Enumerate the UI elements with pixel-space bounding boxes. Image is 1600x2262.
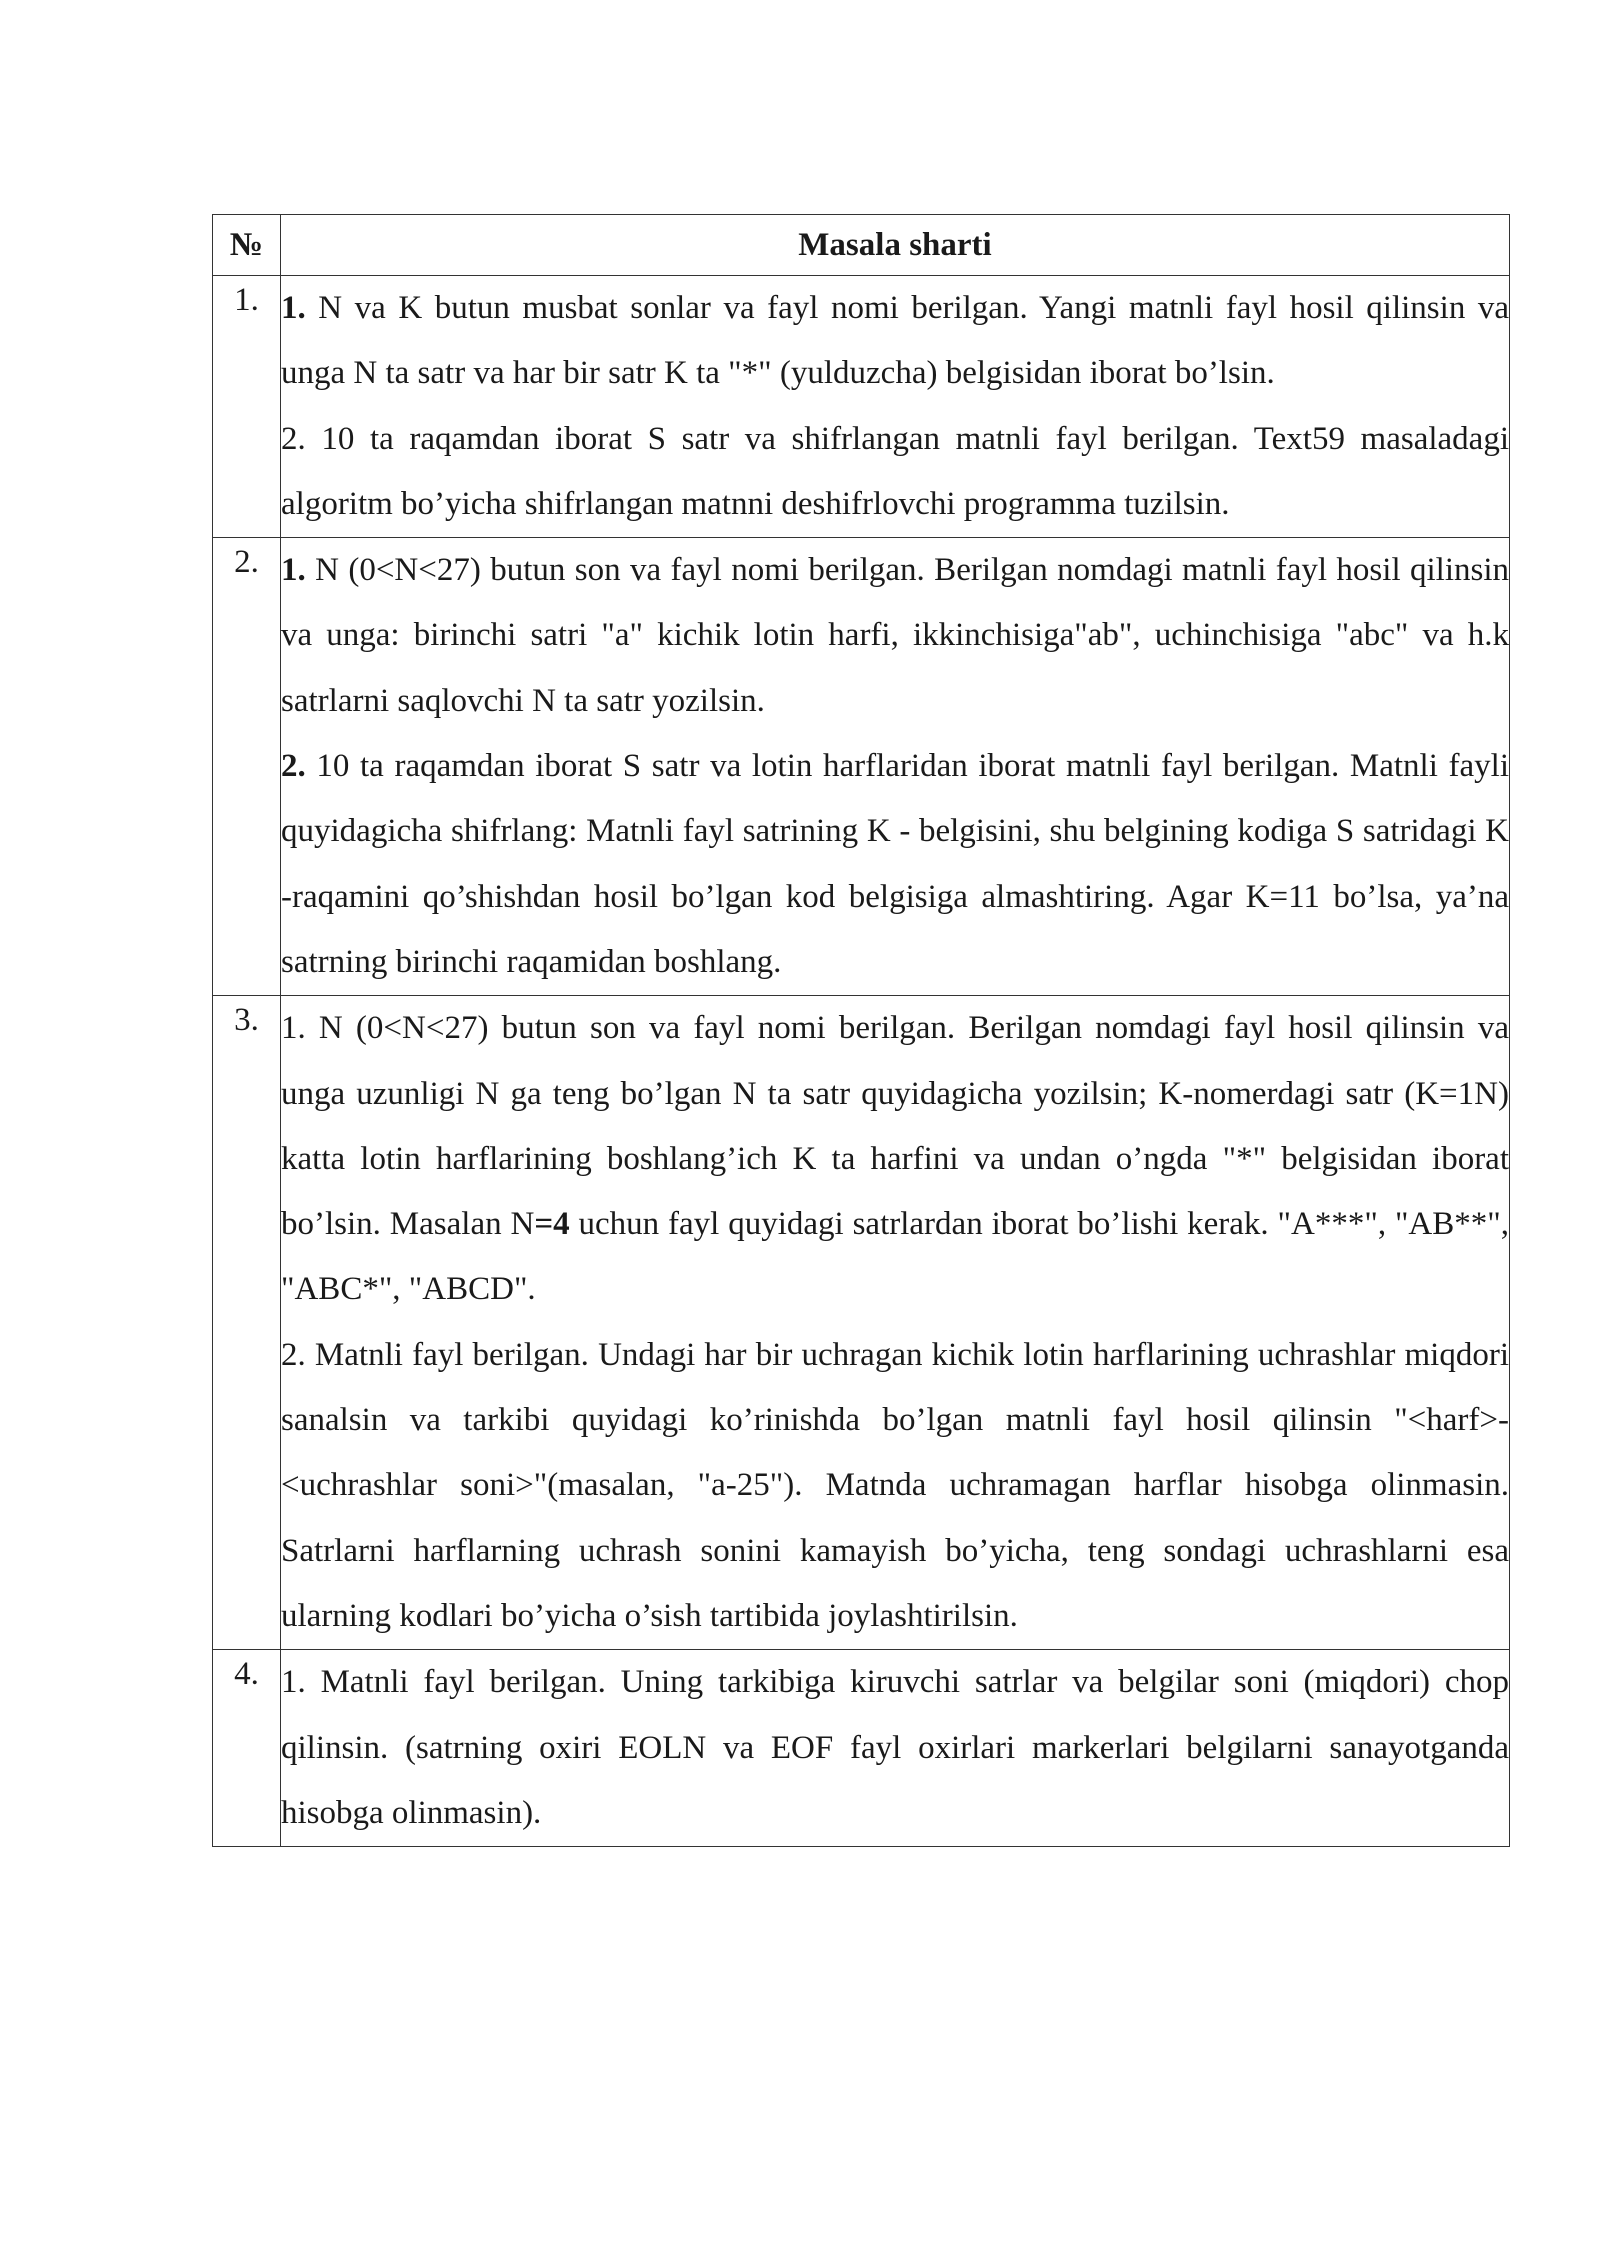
- row-number: 3.: [213, 996, 281, 1650]
- row-number: 2.: [213, 538, 281, 996]
- table-row: [213, 996, 1510, 1650]
- task-lead: 2.: [281, 420, 306, 457]
- row-number: 1.: [213, 276, 281, 538]
- task-lead: 1.: [281, 290, 306, 326]
- table-row: [213, 1650, 1510, 1847]
- table-header-row: [213, 215, 1510, 276]
- task-paragraph: [281, 276, 1509, 407]
- row-conditions: [281, 996, 1510, 1650]
- task-paragraph: [281, 1323, 1509, 1649]
- row-number: 4.: [213, 1650, 281, 1847]
- task-text: 10 ta raqamdan iborat S satr va shifrlangan matnli fayl berilgan. Text59 masaladagi algoritm bo’yicha shifrlangan matnni deshifrlovchi programma tuzilsin.: [281, 420, 1509, 522]
- task-text: uchun fayl quyidagi satrlardan iborat bo’lishi kerak. "A***", "AB**", "ABC*", "ABCD".: [281, 1206, 1509, 1308]
- task-text: N (0<N<27) butun son va fayl nomi berilgan. Berilgan nomdagi fayl hosil qilinsin va unga uzunligi N ga teng bo’lgan N ta satr quyidagicha yozilsin; K-nomerdagi satr (K=1N) katta lotin harflarining boshlang’ich K ta harfini va undan o’ngda "*" belgisidan iborat bo’lsin. Masalan N: [281, 1010, 1509, 1243]
- task-bold-value: =4: [534, 1206, 570, 1243]
- task-lead: 1.: [281, 1010, 306, 1047]
- task-text: N (0<N<27) butun son va fayl nomi berilgan. Berilgan nomdagi matnli fayl hosil qilinsin va unga: birinchi satri "a" kichik lotin harfi, ikkinchisiga"ab", uchinchisiga "abc" va h.k satrlarni saqlovchi N ta satr yozilsin.: [281, 552, 1509, 719]
- task-lead: 2.: [281, 748, 306, 785]
- table-row: [213, 538, 1510, 996]
- column-header-condition: Masala sharti: [281, 215, 1510, 276]
- task-text: Matnli fayl berilgan. Uning tarkibiga kiruvchi satrlar va belgilar soni (miqdori) chop qilinsin. (satrning oxiri EOLN va EOF fayl oxirlari markerlari belgilarni sanayotganda hisobga olinmasin).: [281, 1664, 1509, 1831]
- task-text: N va K butun musbat sonlar va fayl nomi berilgan. Yangi matnli fayl hosil qilinsin va unga N ta satr va har bir satr K ta "*" (yulduzcha) belgisidan iborat bo’lsin.: [281, 290, 1509, 392]
- column-header-number: №: [213, 215, 281, 276]
- task-paragraph: [281, 734, 1509, 995]
- task-paragraph: [281, 538, 1509, 734]
- row-conditions: [281, 276, 1510, 538]
- task-lead: 1.: [281, 1664, 306, 1701]
- task-lead: 2.: [281, 1336, 306, 1373]
- task-paragraph: [281, 996, 1509, 1322]
- row-conditions: [281, 1650, 1510, 1847]
- task-text: 10 ta raqamdan iborat S satr va lotin harflaridan iborat matnli fayl berilgan. Matnli fayli quyidagicha shifrlang: Matnli fayl satrining K - belgisini, shu belgining kodiga S satridagi K -raqamini qo’shishdan hosil bo’lgan kod belgisiga almashtiring. Agar K=11 bo’lsa, ya’na satrning birinchi raqamidan boshlang.: [281, 748, 1509, 980]
- task-text: Matnli fayl berilgan. Undagi har bir uchragan kichik lotin harflarining uchrashlar miqdori sanalsin va tarkibi quyidagi ko’rinishda bo’lgan matnli fayl hosil qilinsin "<harf>-<uchrashlar soni>"(masalan, "a-25"). Matnda uchramagan harflar hisobga olinmasin. Satrlarni harflarning uchrash sonini kamayish bo’yicha, teng sondagi uchrashlarni esa ularning kodlari bo’yicha o’sish tartibida joylashtirilsin.: [281, 1336, 1509, 1634]
- tasks-table: [212, 214, 1510, 1847]
- table-row: [213, 276, 1510, 538]
- task-paragraph: [281, 407, 1509, 538]
- task-paragraph: [281, 1650, 1509, 1846]
- task-lead: 1.: [281, 552, 306, 589]
- row-conditions: [281, 538, 1510, 996]
